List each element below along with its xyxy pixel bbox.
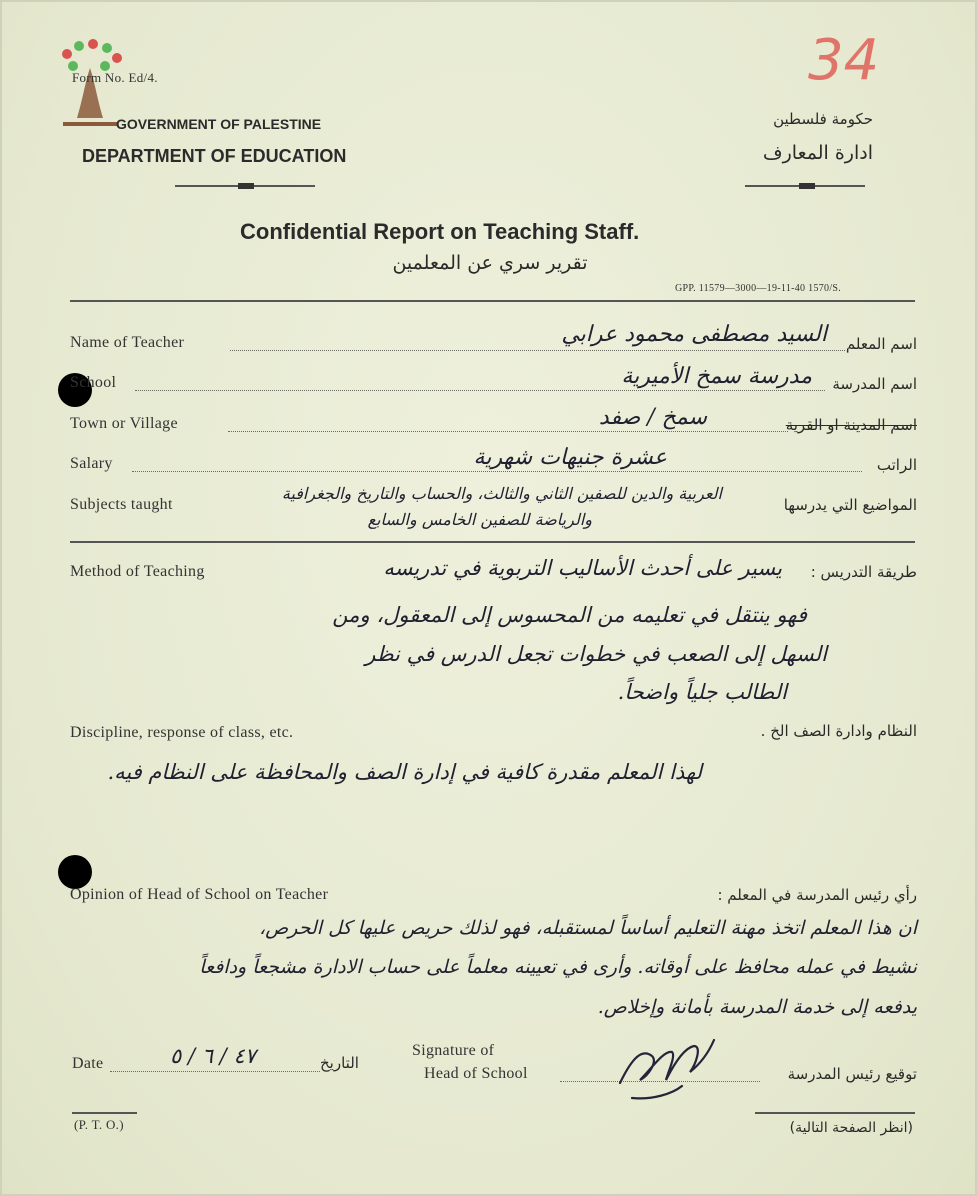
salary-value: عشرة جنيهات شهرية	[473, 445, 667, 470]
signature-mark-icon	[612, 1028, 722, 1108]
method-line-1: يسير على أحدث الأساليب التربوية في تدريسه	[383, 556, 782, 580]
opinion-label-arabic: رأي رئيس المدرسة في المعلم :	[717, 886, 917, 904]
pto-rule	[72, 1112, 137, 1114]
page-number: 34	[808, 28, 880, 93]
town-label-arabic: اسم المدينة او القرية	[785, 416, 917, 434]
discipline-text: لهذا المعلم مقدرة كافية في إدارة الصف والمحافظة على النظام فيه.	[107, 760, 702, 784]
opinion-line-3: يدفعه إلى خدمة المدرسة بأمانة وإخلاص.	[597, 996, 917, 1018]
subjects-label: Subjects taught	[70, 496, 173, 513]
government-header-arabic: حكومة فلسطين	[773, 110, 873, 128]
school-value: مدرسة سمخ الأميرية	[621, 364, 812, 389]
school-label-arabic: اسم المدرسة	[832, 375, 917, 393]
discipline-label-arabic: النظام وادارة الصف الخ .	[760, 722, 917, 740]
punch-hole-lower	[58, 855, 92, 889]
form-number: Form No. Ed/4.	[72, 70, 158, 85]
school-label: School	[70, 374, 117, 391]
town-value: سمخ / صفد	[598, 405, 707, 430]
method-line-2: فهو ينتقل في تعليمه من المحسوس إلى المعقول، ومن	[332, 603, 807, 627]
pto-label-arabic: (انظر الصفحة التالية)	[789, 1120, 913, 1136]
fields-rule	[70, 541, 915, 543]
town-dotted-line	[228, 431, 788, 432]
method-line-4: الطالب جلياً واضحاً.	[617, 680, 787, 704]
opinion-line-1: ان هذا المعلم اتخذ مهنة التعليم أساساً لمستقبله، فهو لذلك حريص عليها كل الحرص،	[259, 917, 917, 939]
date-label-arabic: التاريخ	[320, 1054, 359, 1072]
opinion-line-2: نشيط في عمله محافظ على أوقاته. وأرى في تعيينه معلماً على حساب الادارة مشجعاً ودافعاً	[199, 956, 917, 978]
name-label-arabic: اسم المعلم	[845, 335, 917, 353]
subjects-value-line-2: والرياضة للصفين الخامس والسابع	[367, 510, 592, 529]
pto-label: (P. T. O.)	[74, 1117, 124, 1132]
signature-label-arabic: توقيع رئيس المدرسة	[787, 1065, 917, 1083]
date-dotted-line	[110, 1071, 320, 1072]
subjects-value-line-1: العربية والدين للصفين الثاني والثالث، والحساب والتاريخ والجغرافية	[281, 484, 722, 503]
department-header: DEPARTMENT OF EDUCATION	[82, 146, 347, 166]
government-header: GOVERNMENT OF PALESTINE	[116, 116, 322, 132]
pto-arabic-rule	[755, 1112, 915, 1114]
header-divider-right	[745, 185, 865, 187]
report-title-arabic: تقرير سري عن المعلمين	[392, 252, 588, 274]
header-divider-left	[175, 185, 315, 187]
opinion-label: Opinion of Head of School on Teacher	[70, 886, 329, 903]
name-label: Name of Teacher	[70, 334, 185, 351]
town-label: Town or Village	[70, 415, 178, 432]
date-label: Date	[72, 1055, 104, 1072]
salary-label-arabic: الراتب	[876, 456, 917, 474]
school-dotted-line	[135, 390, 825, 391]
date-value: ٤٧ / ٦ / ٥	[170, 1044, 256, 1068]
name-dotted-line	[230, 350, 845, 351]
salary-dotted-line	[132, 471, 862, 472]
method-label: Method of Teaching	[70, 563, 205, 580]
title-rule	[70, 300, 915, 302]
report-title: Confidential Report on Teaching Staff.	[240, 219, 640, 244]
print-reference: GPP. 11579—3000—19-11-40 1570/S.	[675, 283, 842, 294]
salary-label: Salary	[70, 455, 113, 472]
department-header-arabic: ادارة المعارف	[762, 142, 873, 164]
method-label-arabic: طريقة التدريس :	[810, 563, 917, 581]
signature-label-line-2: Head of School	[424, 1065, 528, 1082]
name-value: السيد مصطفى محمود عرابي	[561, 322, 827, 347]
subjects-label-arabic: المواضيع التي يدرسها	[783, 496, 917, 514]
signature-label-line-1: Signature of	[412, 1042, 495, 1059]
method-line-3: السهل إلى الصعب في خطوات تجعل الدرس في نظر	[365, 642, 827, 666]
discipline-label: Discipline, response of class, etc.	[70, 724, 294, 741]
